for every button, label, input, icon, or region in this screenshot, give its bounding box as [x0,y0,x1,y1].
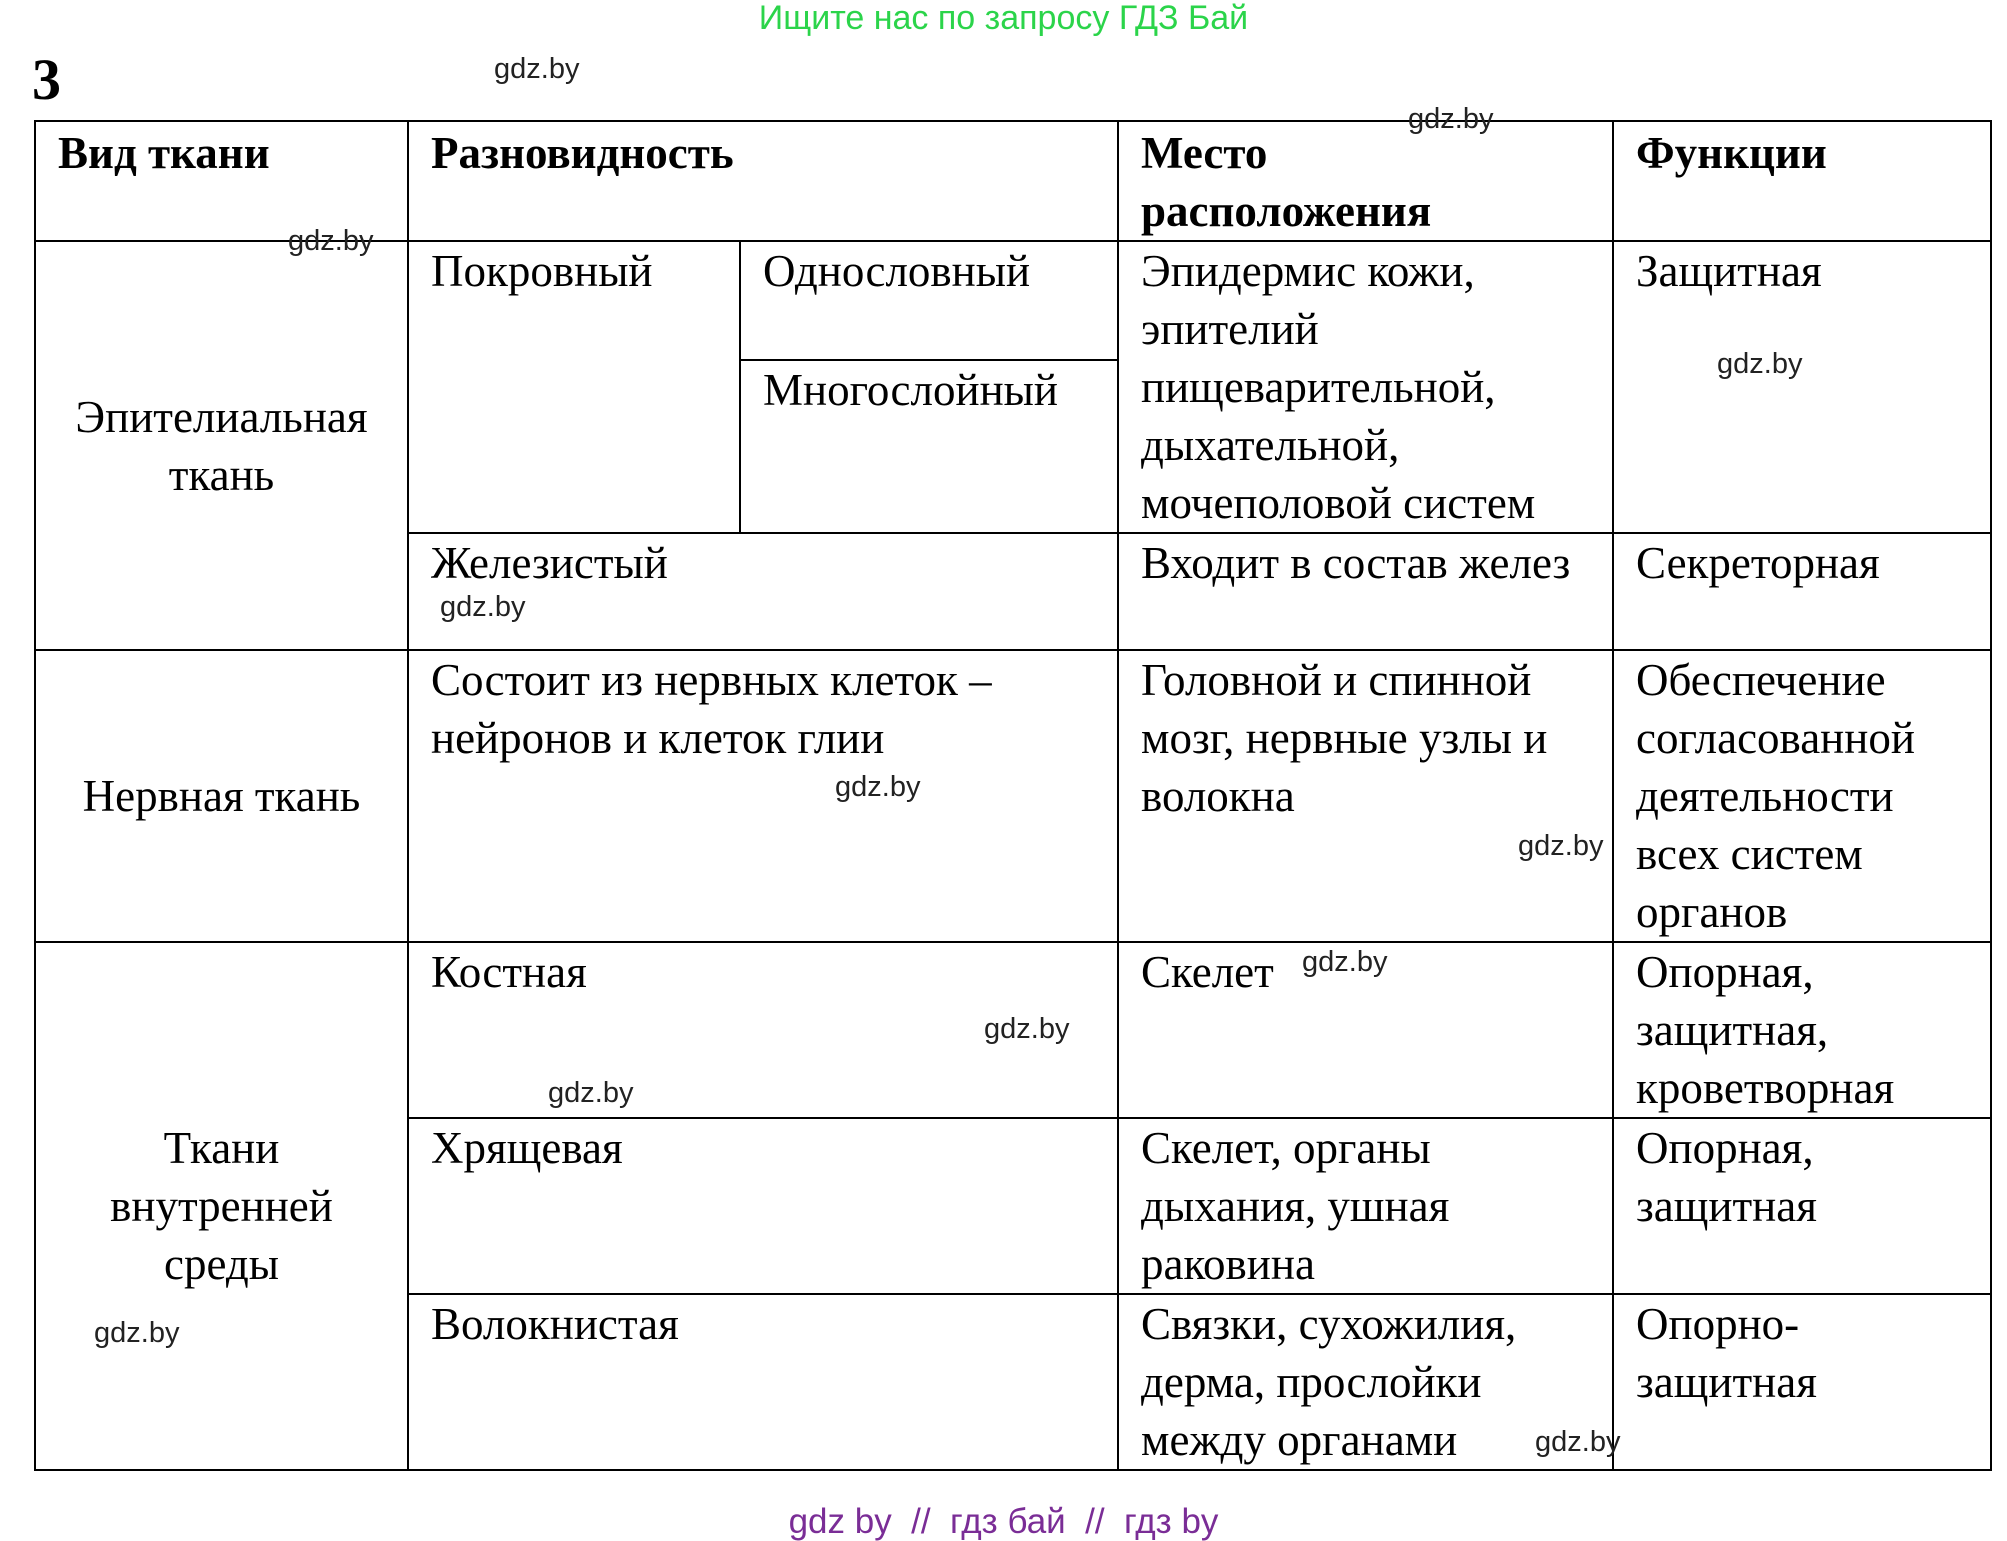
tissue-table [34,120,1992,1471]
task-number: 3 [32,47,61,112]
glandular-variety-cell: Железистый [408,533,1118,650]
cartilage-variety-cell: Хрящевая [408,1118,1118,1294]
watermark: gdz.by [94,1317,180,1349]
nervous-location-cell: Головной и спинной мозг, нервные узлы и волокна [1118,650,1613,942]
glandular-location-cell: Входит в состав желез [1118,533,1613,650]
single-layer-cell: Однословный [740,241,1118,360]
epithelial-type-cell: Эпителиальная ткань [35,241,408,650]
header-type: Вид ткани [35,121,408,241]
table-row [35,650,1991,942]
table-row [35,241,1991,360]
watermark: gdz.by [835,771,921,803]
watermark: gdz.by [1717,348,1803,380]
header-variety: Разновидность [408,121,1118,241]
footer-links[interactable]: gdz by // гдз бай // гдз by [788,1502,1219,1541]
top-banner-link[interactable]: Ищите нас по запросу ГДЗ Бай [758,0,1249,37]
watermark: gdz.by [1518,830,1604,862]
fibrous-function-cell: Опорно-защитная [1613,1294,1991,1470]
header-functions: Функции [1613,121,1991,241]
table-header-row [35,121,1991,241]
header-location: Место расположения [1118,121,1613,241]
bone-variety-cell: Костная [408,942,1118,1118]
multi-layer-cell: Многослойный [740,360,1118,533]
nervous-type-cell: Нервная ткань [35,650,408,942]
watermark: gdz.by [494,53,580,85]
bone-function-cell: Опорная, защитная, кроветворная [1613,942,1991,1118]
internal-type-cell: Ткани внутренней среды [35,942,408,1470]
watermark: gdz.by [1408,103,1494,135]
cartilage-function-cell: Опорная, защитная [1613,1118,1991,1294]
covering-location-cell: Эпидермис кожи, эпителий пищеварительной, дыхательной, мочеполовой систем [1118,241,1613,533]
watermark: gdz.by [984,1013,1070,1045]
covering-function-cell: Защитная [1613,241,1991,533]
bone-location-cell: Скелет [1118,942,1613,1118]
cartilage-location-cell: Скелет, органы дыхания, ушная раковина [1118,1118,1613,1294]
covering-variety-cell: Покровный [408,241,740,533]
fibrous-variety-cell: Волокнистая [408,1294,1118,1470]
fibrous-location-cell: Связки, сухожилия, дерма, прослойки между органами [1118,1294,1613,1470]
watermark: gdz.by [440,591,526,623]
watermark: gdz.by [548,1077,634,1109]
watermark: gdz.by [1302,946,1388,978]
watermark: gdz.by [288,225,374,257]
glandular-function-cell: Секреторная [1613,533,1991,650]
nervous-function-cell: Обеспечение согласованной деятельности всех систем органов [1613,650,1991,942]
watermark: gdz.by [1535,1426,1621,1458]
nervous-variety-cell: Состоит из нервных клеток – нейронов и клеток глии [408,650,1118,942]
